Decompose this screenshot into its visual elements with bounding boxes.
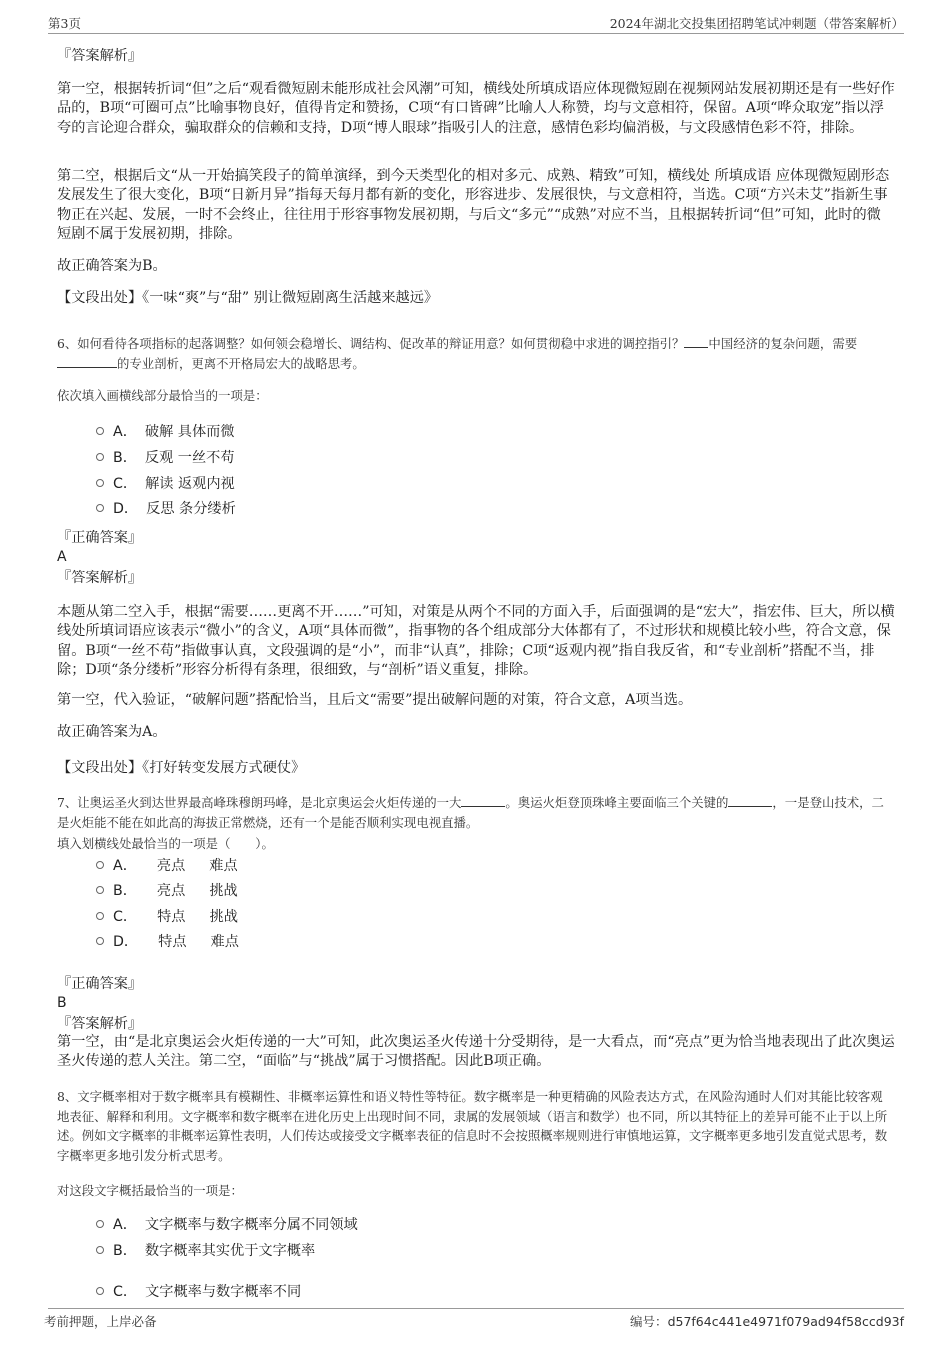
q8-prompt: 对这段文字概括最恰当的一项是：	[57, 1183, 243, 1198]
q6-option-b[interactable]: B． 反观 一丝不苟	[96, 449, 235, 468]
q6-source: 【文段出处】《打好转变发展方式硬仗》	[57, 760, 306, 776]
q6-stem: 6、如何看待各项指标的起落调整？如何领会稳增长、调结构、促改革的辩证用意？如何贯彻稳中求进的调控指引？ 中国经济的复杂问题，需要的专业剖析，更离不开格局宏大的战略思考。	[57, 336, 858, 371]
radio-icon[interactable]	[96, 861, 104, 869]
radio-icon[interactable]	[96, 479, 104, 487]
q6-analysis-label: 『答案解析』	[57, 570, 143, 586]
q7-answer: B	[57, 995, 67, 1011]
radio-icon[interactable]	[96, 937, 104, 945]
q8-option-a[interactable]: A． 文字概率与数字概率分属不同领域	[96, 1216, 358, 1235]
q7-blank-2	[728, 794, 772, 807]
q8-option-c[interactable]: C． 文字概率与数字概率不同	[96, 1283, 301, 1302]
q8-option-b[interactable]: B． 数字概率其实优于文字概率	[96, 1242, 315, 1261]
q6-conclusion: 故正确答案为A。	[57, 724, 167, 740]
footer-slogan: 考前押题，上岸必备	[44, 1314, 157, 1329]
q6-option-c[interactable]: C． 解读 返观内视	[96, 475, 235, 494]
radio-icon[interactable]	[96, 1246, 104, 1254]
q6-option-d[interactable]: D． 反思 条分缕析	[96, 500, 236, 519]
q5-source: 【文段出处】《一味“爽”与“甜” 别让微短剧离生活越来越远》	[57, 290, 439, 306]
q7-analysis-label: 『答案解析』	[57, 1016, 143, 1032]
radio-icon[interactable]	[96, 1287, 104, 1295]
footer-rule	[48, 1308, 904, 1309]
q7-prompt: 填入划横线处最恰当的一项是（ ）。	[57, 836, 274, 851]
radio-icon[interactable]	[96, 427, 104, 435]
radio-icon[interactable]	[96, 453, 104, 461]
radio-icon[interactable]	[96, 886, 104, 894]
q6-correct-label: 『正确答案』	[57, 530, 143, 546]
page-footer	[44, 1312, 904, 1330]
q8-stem: 8、文字概率相对于数字概率具有模糊性、非概率运算性和语义特性等特征。数字概率是一种更精确的风险表达方式，在风险沟通时人们对其能比较客观地表征、解释和利用。文字概率和数字概率在进化历史上出现时间不同，隶属的发展领域（语言和数学）也不同，所以其特征上的差异可能不止于以上所述。例如文字概率的非概率运算性表明，人们传达或接受文字概率表征的信息时不会按照概率规则进行审慎地运算，文字概率更多地引发直觉式思考，数字概率更多地引发分析式思考。	[57, 1089, 888, 1163]
q6-analysis-para2: 第一空，代入验证，“破解问题”搭配恰当，且后文“需要”提出破解问题的对策，符合文意，A项当选。	[57, 692, 693, 708]
radio-icon[interactable]	[96, 1220, 104, 1228]
q5-analysis-para2: 第二空，根据后文“从一开始搞笑段子的简单演绎，到今天类型化的相对多元、成熟、精致”可知，横线处 所填成语 应体现微短剧形态发展发生了很大变化，B项“日新月异”指每天每月都有新的变化，形容进步、发展很快，与文意相符，当选。C项“方兴未艾”指新生事物正在兴起、发展，一时不会终止，往往用于形容事物发展初期，与后文“多元”“成熟”对应不当，且根据转折词“但”可知，此时的微短剧不属于发展初期，排除。	[57, 168, 890, 243]
q6-option-a[interactable]: A． 破解 具体而微	[96, 423, 235, 442]
q7-blank-1	[461, 794, 505, 807]
q5-analysis-para1: 第一空，根据转折词“但”之后“观看微短剧未能形成社会风潮”可知，横线处所填成语应体现微短剧在视频网站发展初期还是有一些好作品的，B项“可圈可点”比喻事物良好，值得肯定和赞扬，C项“有口皆碑”比喻人人称赞，均与文意相符，保留。A项“哗众取宠”指以浮夸的言论迎合群众，骗取群众的信赖和支持，D项“博人眼球”指吸引人的注意，感情色彩均偏消极，与文段感情色彩不符，排除。	[57, 81, 895, 136]
q7-option-a[interactable]: A． 亮点 难点	[96, 857, 238, 876]
q7-correct-label: 『正确答案』	[57, 976, 143, 992]
q7-analysis: 第一空，由“是北京奥运会火炬传递的一大”可知，此次奥运圣火传递十分受期待，是一大看点，而“亮点”更为恰当地表现出了此次奥运圣火传递的惹人关注。第二空，“面临”与“挑战”属于习惯搭配。因此B项正确。	[57, 1034, 895, 1070]
document-code: 编号：d57f64c441e4971f079ad94f58ccd93f	[630, 1314, 904, 1329]
header-rule	[48, 33, 904, 34]
q7-option-b[interactable]: B． 亮点 挑战	[96, 882, 238, 901]
q6-blank-1	[684, 335, 708, 348]
page-number: 第3页	[48, 16, 81, 31]
q7-option-d[interactable]: D． 特点 难点	[96, 933, 239, 952]
page-header	[48, 14, 904, 32]
q5-conclusion: 故正确答案为B。	[57, 258, 167, 274]
radio-icon[interactable]	[96, 912, 104, 920]
q6-prompt: 依次填入画横线部分最恰当的一项是：	[57, 388, 268, 403]
q6-analysis-para1: 本题从第二空入手，根据“需要……更离不开……”可知，对策是从两个不同的方面入手，后面强调的是“宏大”，指宏伟、巨大，所以横线处所填词语应该表示“微小”的含义，A项“具体而微”，指事物的各个组成部分大体都有了，不过形状和规模比较小些，符合文意，保留。B项“一丝不苟”指做事认真，文段强调的是“小”，而非“认真”，排除；C项“返观内视”指自我反省，和“专业剖析”搭配不当，排除；D项“条分缕析”形容分析得有条理，很细致，与“剖析”语义重复，排除。	[57, 604, 895, 679]
q6-answer: A	[57, 549, 67, 565]
q5-analysis-label: 『答案解析』	[57, 48, 143, 64]
radio-icon[interactable]	[96, 504, 104, 512]
document-title: 2024年湖北交投集团招聘笔试冲刺题（带答案解析）	[609, 16, 904, 31]
q6-blank-2	[57, 355, 117, 368]
q7-stem: 7、让奥运圣火到达世界最高峰珠穆朗玛峰，是北京奥运会火炬传递的一大 。奥运火炬登顶珠峰主要面临三个关键的 ，一是登山技术，二是火炬能不能在如此高的海拔正常燃烧，还有一个是能否顺利实现电视直播。	[57, 795, 884, 830]
q7-option-c[interactable]: C． 特点 挑战	[96, 908, 238, 927]
